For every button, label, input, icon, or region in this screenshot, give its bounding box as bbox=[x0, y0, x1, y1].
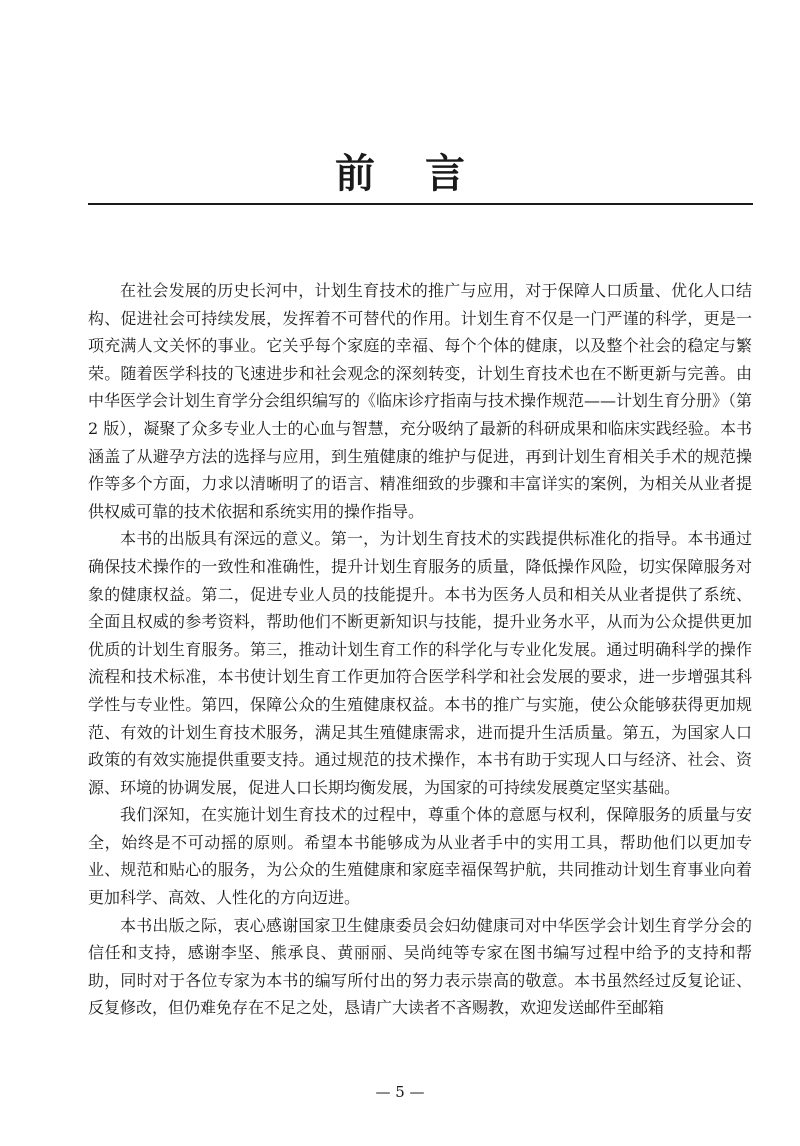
title-underline bbox=[88, 203, 753, 205]
page-title: 前言 bbox=[335, 151, 515, 197]
paragraph: 我们深知，在实施计划生育技术的过程中，尊重个体的意愿与权利，保障服务的质量与安全，始终是不可动摇的原则。希望本书能够成为从业者手中的实用工具，帮助他们以更加专业、规范和贴心的服务，为公众的生殖健康和家庭幸福保驾护航，共同推动计划生育事业向着更加科学、高效、人性化的方向迈进。 bbox=[88, 805, 752, 908]
preface-body bbox=[88, 277, 752, 1022]
paragraph: 在社会发展的历史长河中，计划生育技术的推广与应用，对于保障人口质量、优化人口结构、促进社会可持续发展，发挥着不可替代的作用。计划生育不仅是一门严谨的科学，更是一项充满人文关怀的事业。它关乎每个家庭的幸福、每个个体的健康，以及整个社会的稳定与繁荣。随着医学科技的飞速进步和社会观念的深刻转变，计划生育技术也在不断更新与完善。由中华医学会计划生育学分会组织编写的《临床诊疗指南与技术操作规范——计划生育分册》（第 2 版），凝聚了众多专业人士的心血与智慧，充分吸纳了最新的科研成果和临床实践经验。本书涵盖了从避孕方法的选择与应用，到生殖健康的维护与促进，再到计划生育相关手术的规范操作等多个方面，力求以清晰明了的语言、精准细致的步骤和丰富详实的案例，为相关从业者提供权威可靠的技术依据和系统实用的操作指导。 bbox=[88, 281, 753, 521]
page-number: — 5 — bbox=[375, 1083, 425, 1101]
paragraph: 本书的出版具有深远的意义。第一，为计划生育技术的实践提供标准化的指导。本书通过确保技术操作的一致性和准确性，提升计划生育服务的质量，降低操作风险，切实保障服务对象的健康权益。第二，促进专业人员的技能提升。本书为医务人员和相关从业者提供了系统、全面且权威的参考资料，帮助他们不断更新知识与技能，提升业务水平，从而为公众提供更加优质的计划生育服务。第三，推动计划生育工作的科学化与专业化发展。通过明确科学的操作流程和技术标准，本书使计划生育工作更加符合医学科学和社会发展的要求，进一步增强其科学性与专业性。第四，保障公众的生殖健康权益。本书的推广与实施，使公众能够获得更加规范、有效的计划生育技术服务，满足其生殖健康需求，进而提升生活质量。第五，为国家人口政策的有效实施提供重要支持。通过规范的技术操作，本书有助于实现人口与经济、社会、资源、环境的协调发展，促进人口长期均衡发展，为国家的可持续发展奠定坚实基础。 bbox=[88, 529, 752, 797]
paragraph: 本书出版之际，衷心感谢国家卫生健康委员会妇幼健康司对中华医学会计划生育学分会的信任和支持，感谢李坚、熊承良、黄丽丽、吴尚纯等专家在图书编写过程中给予的支持和帮助，同时对于各位专家为本书的编写所付出的努力表示崇高的敬意。本书虽然经过反复论证、反复修改，但仍难免存在不足之处，恳请广大读者不吝赐教，欢迎发送邮件至邮箱 bbox=[88, 915, 752, 1018]
